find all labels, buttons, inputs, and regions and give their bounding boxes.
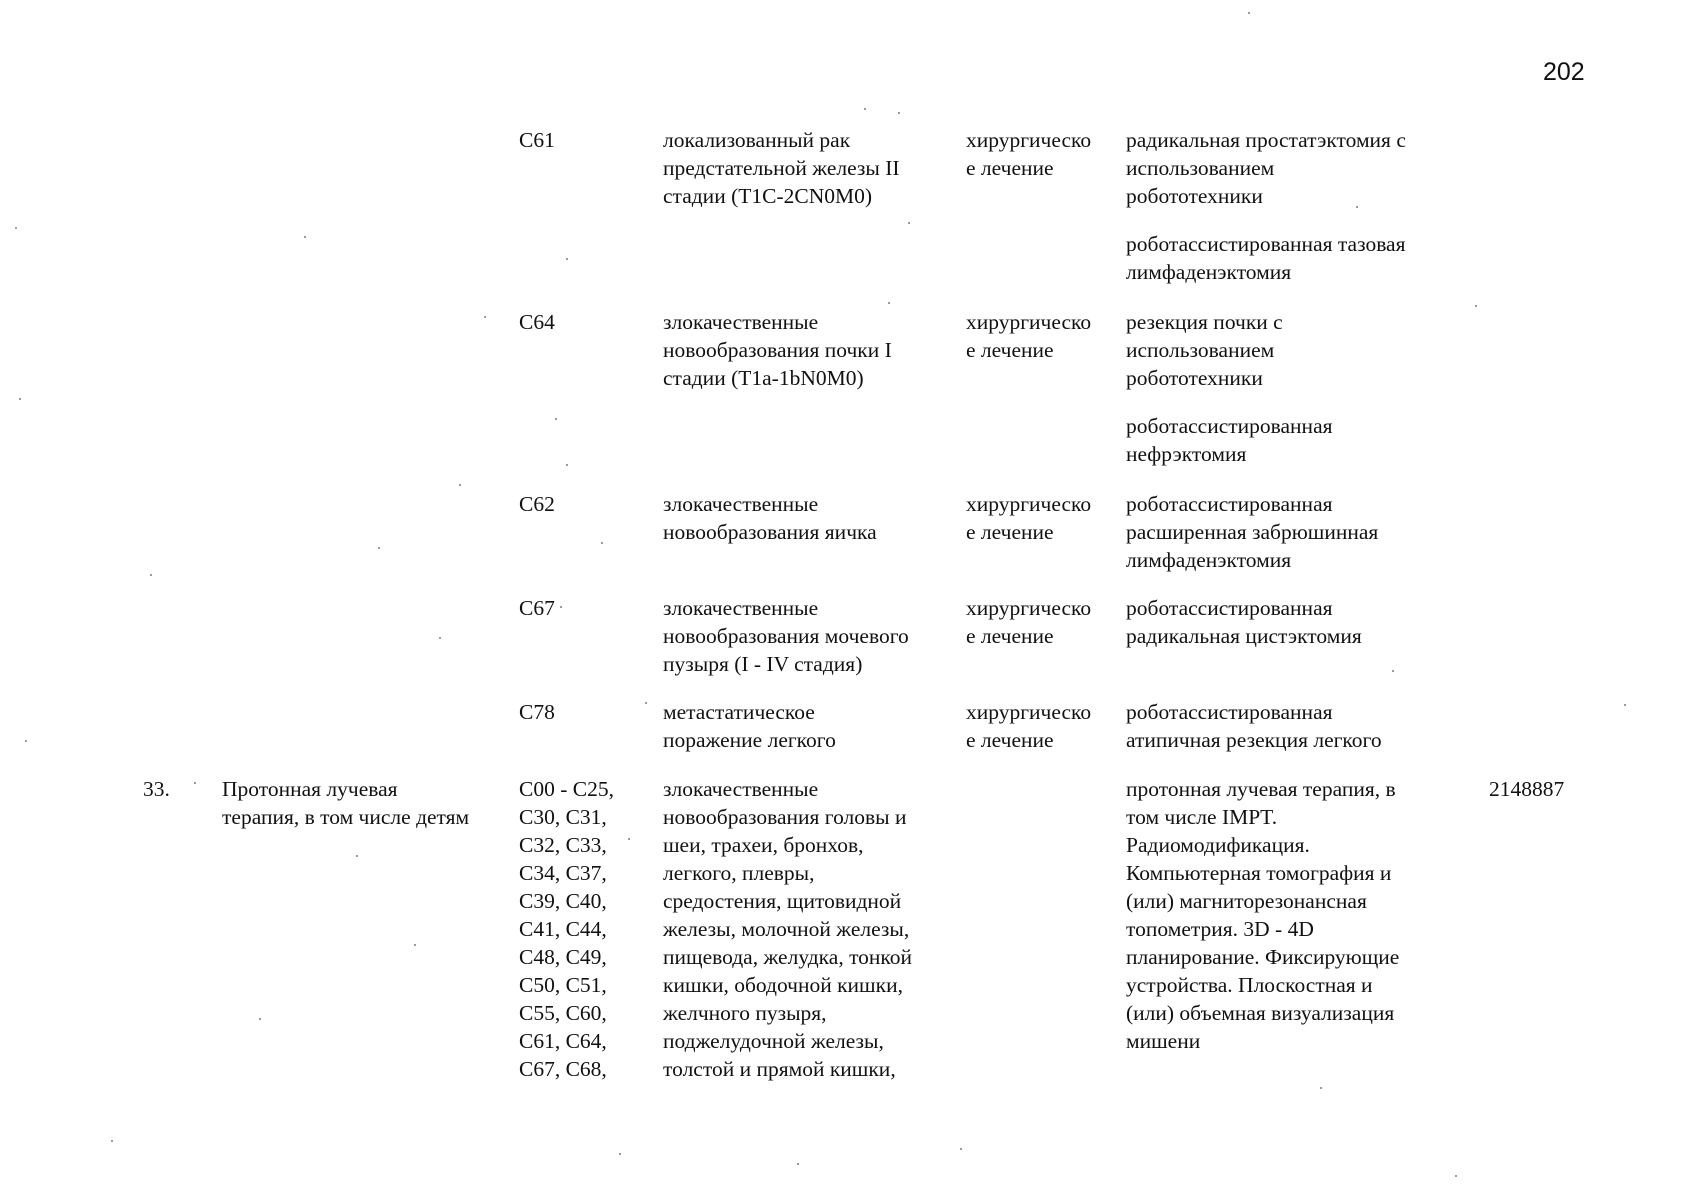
row-code: C61 <box>519 128 555 152</box>
item-method: протонная лучевая терапия, в том числе IMPT. Радиомодификация. Компьютерная томография и (или) магниторезонансная топометрия. 3D - 4D планирование. Фиксирующие устройства. Плоскостная и (или) объемная визуализация мишени <box>1126 777 1400 1053</box>
row-diagnosis: злокачественные новообразования яичка <box>663 492 877 544</box>
row-treatment-type: хирургическо е лечение <box>966 128 1092 180</box>
item-name: Протонная лучевая терапия, в том числе детям <box>222 777 470 829</box>
row-diagnosis: метастатическое поражение легкого <box>663 700 836 752</box>
row-code: C62 <box>519 492 555 516</box>
item-codes: C00 - C25, C30, C31, C32, C33, C34, C37, C39, C40, C41, C44, C48, C49, C50, C51, C55, C60, C61, C64, C67, C68, <box>519 777 614 1081</box>
row-treatment-type: хирургическо е лечение <box>966 492 1092 544</box>
row-code: C78 <box>519 700 555 724</box>
row-method: радикальная простатэктомия с использованием робототехники <box>1126 128 1406 208</box>
page-number: 202 <box>1543 58 1585 86</box>
row-diagnosis: злокачественные новообразования почки I стадии (T1a-1bN0M0) <box>663 310 892 390</box>
row-diagnosis: локализованный рак предстательной железы II стадии (T1C-2CN0M0) <box>663 128 900 208</box>
row-diagnosis: злокачественные новообразования мочевого пузыря (I - IV стадия) <box>663 596 909 676</box>
row-method: роботассистированная радикальная цистэктомия <box>1126 596 1362 648</box>
row-method: роботассистированная расширенная забрюшинная лимфаденэктомия <box>1126 492 1379 572</box>
row-treatment-type: хирургическо е лечение <box>966 310 1092 362</box>
row-method: роботассистированная атипичная резекция легкого <box>1126 700 1382 752</box>
row-treatment-type: хирургическо е лечение <box>966 596 1092 648</box>
item-number: 33. <box>143 777 170 801</box>
row-method: роботассистированная нефрэктомия <box>1126 414 1333 466</box>
row-code: C64 <box>519 310 555 334</box>
row-method: роботассистированная тазовая лимфаденэктомия <box>1126 232 1406 284</box>
item-cost: 2148887 <box>1489 777 1565 801</box>
row-code: C67 <box>519 596 555 620</box>
row-treatment-type: хирургическо е лечение <box>966 700 1092 752</box>
item-diagnosis: злокачественные новообразования головы и шеи, трахеи, бронхов, легкого, плевры, средостения, щитовидной железы, молочной железы, пищевода, желудка, тонкой кишки, ободочной кишки, желчного пузыря, поджелудочной железы, толстой и прямой кишки, <box>663 777 913 1081</box>
row-method: резекция почки с использованием робототехники <box>1126 310 1283 390</box>
